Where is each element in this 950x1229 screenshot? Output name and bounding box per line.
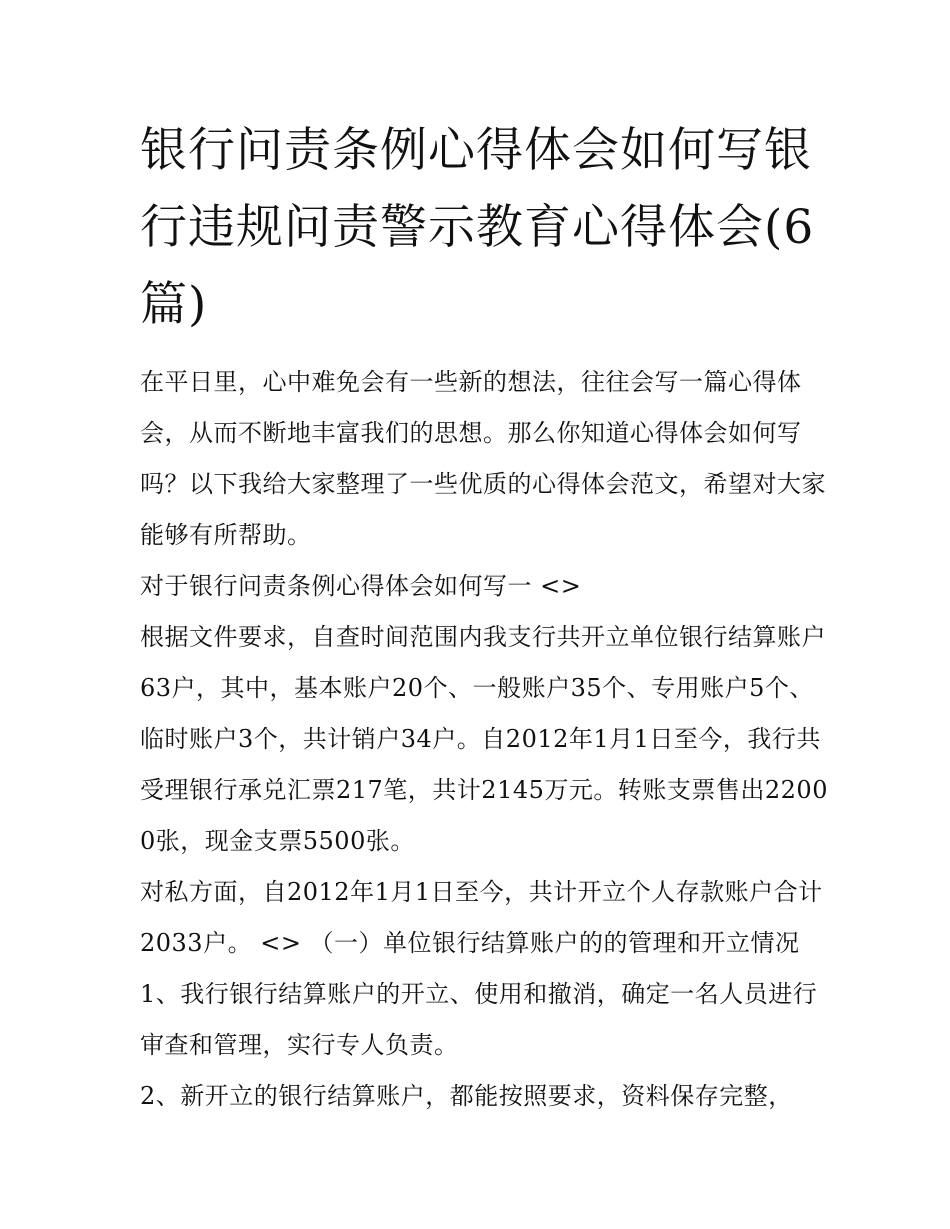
paragraph-personal-accounts: 对私方面，自2012年1月1日至今，共计开立个人存款账户合计2033户。 <> （一）单位银行结算账户的的管理和开立情况 [140, 878, 823, 957]
paragraph-section-heading: 对于银行问责条例心得体会如何写一 <> [140, 572, 582, 600]
paragraph-intro: 在平日里，心中难免会有一些新的想法，往往会写一篇心得体会，从而不断地丰富我们的思想。那么你知道心得体会如何写吗？以下我给大家整理了一些优质的心得体会范文，希望对大家能够有所帮助。 [140, 368, 826, 549]
paragraph-item-1: 1、我行银行结算账户的开立、使用和撤消，确定一名人员进行审查和管理，实行专人负责。 [140, 980, 818, 1059]
document-title: 银行问责条例心得体会如何写银行违规问责警示教育心得体会(6篇) [140, 123, 815, 332]
paragraph-item-2: 2、新开立的银行结算账户，都能按照要求，资料保存完整， [140, 1082, 793, 1110]
paragraph-account-summary: 根据文件要求，自查时间范围内我支行共开立单位银行结算账户63户，其中，基本账户20个、一般账户35个、专用账户5个、临时账户3个，共计销户34户。自2012年1月1日至今，我行共受理银行承兑汇票217笔，共计2145万元。转账支票售出22000张，现金支票5500张。 [140, 623, 828, 855]
